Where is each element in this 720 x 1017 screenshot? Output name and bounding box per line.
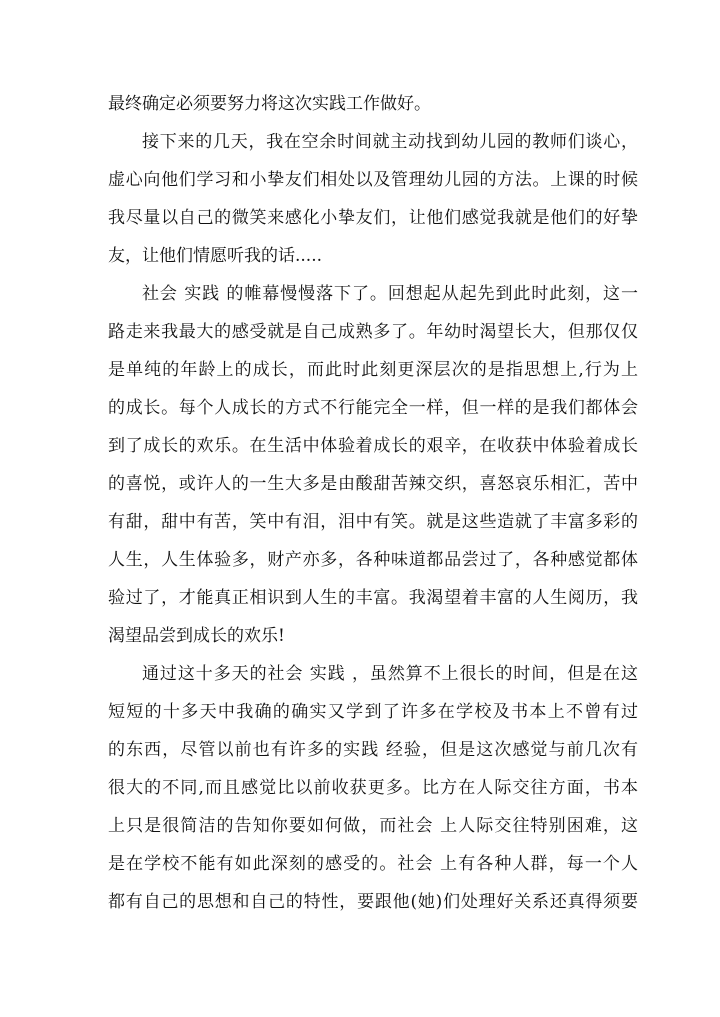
paragraph-line: 上只是很简洁的告知你要如何做，而社会 上人际交往特别困难，这 [108,816,638,836]
paragraph-line: 人生，人生体验多，财产亦多，各种味道都品尝过了，各种感觉都体 [108,550,638,570]
paragraph-line: 是单纯的年龄上的成长，而此时此刻更深层次的是指思想上,行为上 [108,360,638,380]
paragraph-line: 很大的不同,而且感觉比以前收获更多。比方在人际交往方面，书本 [108,778,638,798]
paragraph-line: 通过这十多天的社会 实践 ，虽然算不上很长的时间，但是在这 [142,664,638,684]
paragraph-line: 的成长。每个人成长的方式不行能完全一样，但一样的是我们都体会 [108,398,638,418]
paragraph-line: 接下来的几天，我在空余时间就主动找到幼儿园的教师们谈心， [142,132,638,152]
paragraph-line: 的喜悦，或许人的一生大多是由酸甜苦辣交织，喜怒哀乐相汇，苦中 [108,474,638,494]
paragraph-line: 路走来我最大的感受就是自己成熟多了。年幼时渴望长大，但那仅仅 [108,322,638,342]
paragraph-line: 验过了，才能真正相识到人生的丰富。我渴望着丰富的人生阅历，我 [108,588,638,608]
paragraph-line: 有甜，甜中有苦，笑中有泪，泪中有笑。就是这些造就了丰富多彩的 [108,512,638,532]
paragraph-line: 社会 实践 的帷幕慢慢落下了。回想起从起先到此时此刻，这一 [142,284,638,304]
paragraph-line: 短短的十多天中我确的确实又学到了许多在学校及书本上不曾有过 [108,702,638,722]
paragraph-line: 的东西，尽管以前也有许多的实践 经验，但是这次感觉与前几次有 [108,740,638,760]
paragraph-line: 都有自己的思想和自己的特性，要跟他(她)们处理好关系还真得须要 [108,892,638,912]
paragraph-line: 我尽量以自己的微笑来感化小挚友们，让他们感觉我就是他们的好挚 [108,208,638,228]
paragraph-line: 友，让他们情愿听我的话..... [108,246,323,266]
document-page [108,85,638,921]
paragraph-line: 是在学校不能有如此深刻的感受的。社会 上有各种人群，每一个人 [108,854,638,874]
paragraph-line: 到了成长的欢乐。在生活中体验着成长的艰辛，在收获中体验着成长 [108,436,638,456]
paragraph-line: 渴望品尝到成长的欢乐! [108,626,285,646]
paragraph-line: 虚心向他们学习和小挚友们相处以及管理幼儿园的方法。上课的时候 [108,170,638,190]
paragraph-line: 最终确定必须要努力将这次实践工作做好。 [108,94,431,114]
